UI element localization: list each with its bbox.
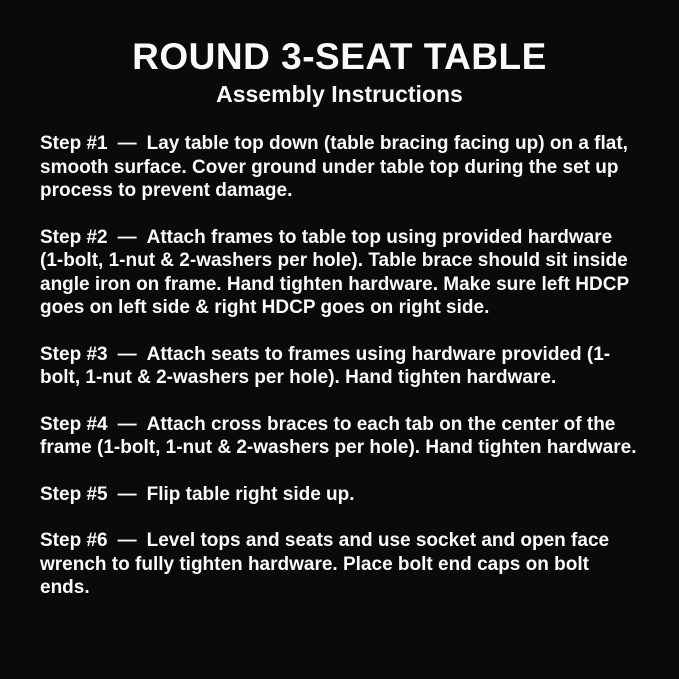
header xyxy=(0,0,679,108)
steps-list xyxy=(0,108,679,600)
page-subtitle: Assembly Instructions xyxy=(216,81,463,107)
step-item-2 xyxy=(40,226,640,320)
step-text: Lay table top down (table bracing facing up) on a flat, smooth surface. Cover ground under table top during the set up process to prevent damage. xyxy=(40,133,628,201)
step-text: Attach frames to table top using provided hardware (1-bolt, 1-nut & 2-washers per hole). Table brace should sit inside angle iron on frame. Hand tighten hardware. Make sure left HDCP goes on left side & right HDCP goes on right side. xyxy=(40,226,629,318)
step-separator: — xyxy=(117,530,137,551)
step-label: Step #5 xyxy=(40,483,108,505)
step-text: Attach cross braces to each tab on the center of the frame (1-bolt, 1-nut & 2-washers per hole). Hand tighten hardware. xyxy=(40,413,637,458)
step-label: Step #6 xyxy=(40,530,108,551)
step-label: Step #2 xyxy=(40,226,108,248)
step-item-3 xyxy=(40,343,640,390)
step-separator: — xyxy=(117,413,137,435)
step-item-6 xyxy=(40,529,640,600)
step-item-4 xyxy=(40,413,640,460)
step-text: Level tops and seats and use socket and open face wrench to fully tighten hardware. Place bolt end caps on bolt ends. xyxy=(40,530,610,598)
step-separator: — xyxy=(117,133,137,154)
step-label: Step #1 xyxy=(40,133,108,154)
step-text: Flip table right side up. xyxy=(146,483,355,505)
page-title: ROUND 3-SEAT TABLE xyxy=(132,36,547,77)
step-separator: — xyxy=(117,343,137,365)
step-text: Attach seats to frames using hardware provided (1-bolt, 1-nut & 2-washers per hole). Hand tighten hardware. xyxy=(40,343,611,388)
step-label: Step #3 xyxy=(40,343,108,365)
step-item-1 xyxy=(40,132,640,203)
step-separator: — xyxy=(117,226,137,248)
step-label: Step #4 xyxy=(40,413,108,435)
step-item-5 xyxy=(40,483,640,507)
step-separator: — xyxy=(117,483,137,505)
